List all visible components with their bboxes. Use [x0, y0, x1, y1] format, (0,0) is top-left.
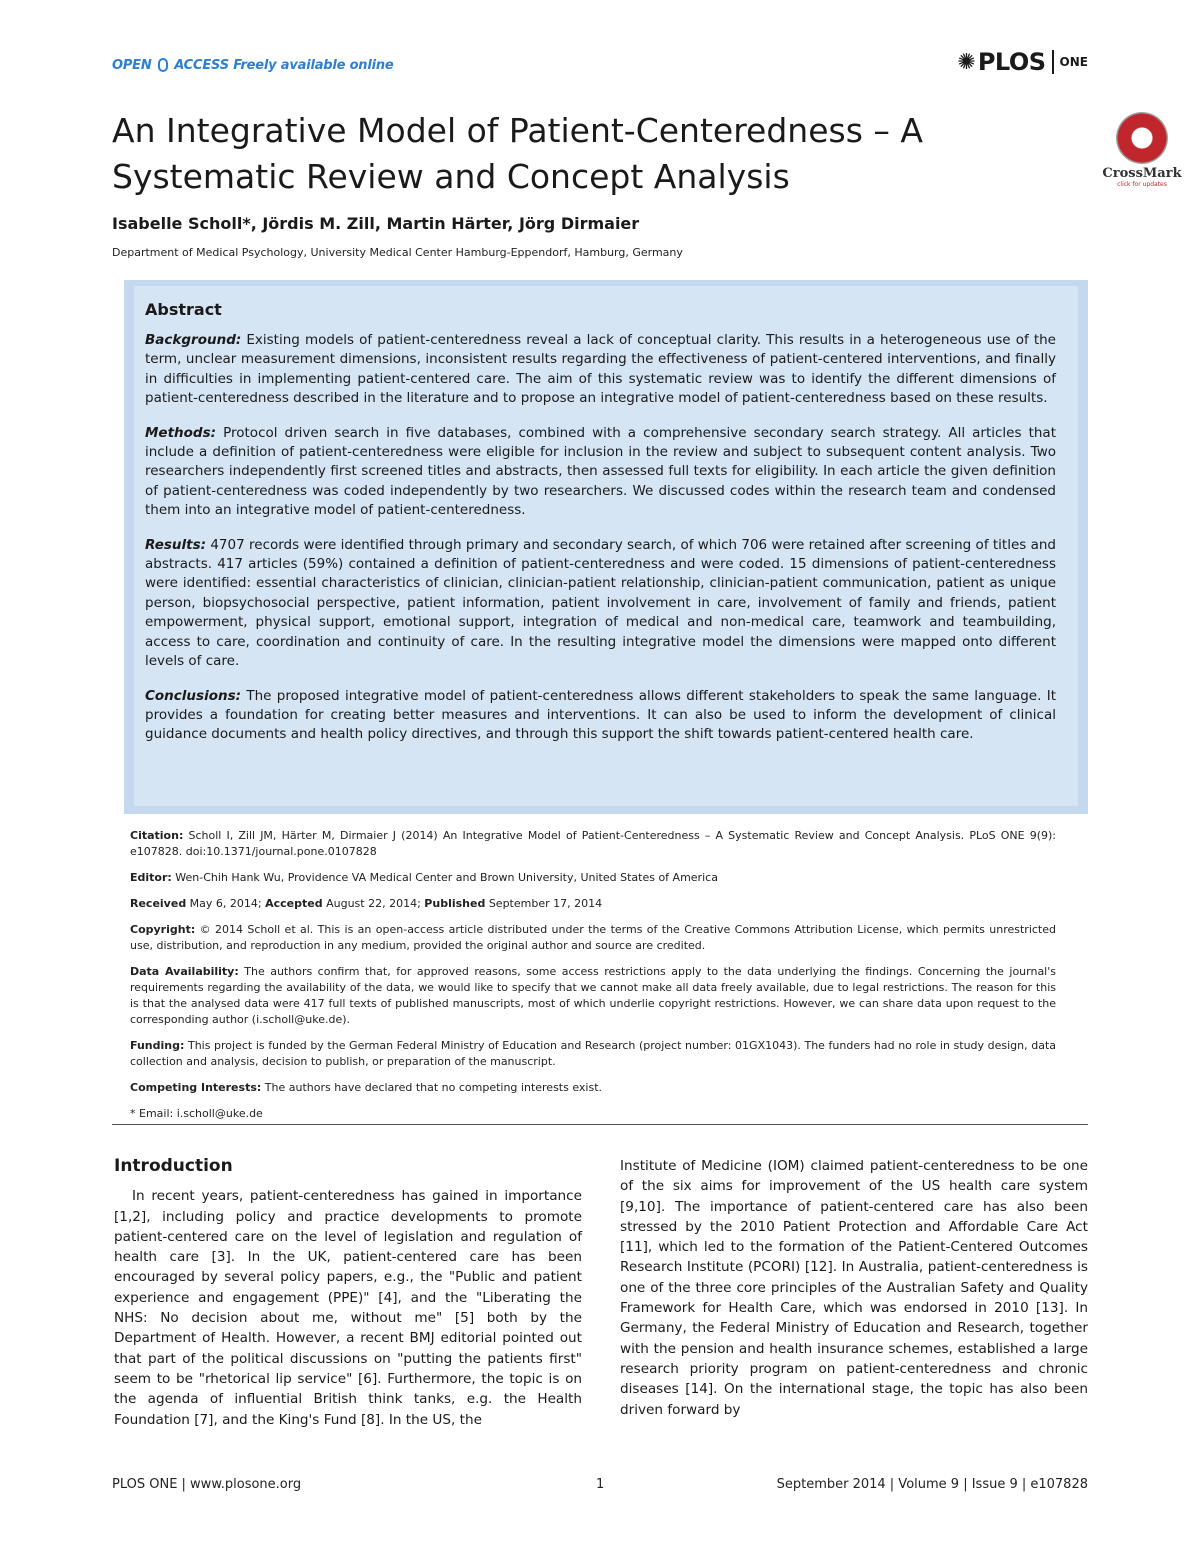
abstract-box — [124, 280, 1088, 814]
logo-divider — [1052, 50, 1054, 74]
accepted-text: August 22, 2014; — [322, 897, 425, 910]
plos-logo-word: PLOS — [977, 48, 1046, 76]
abstract-section-label: Conclusions: — [145, 687, 242, 704]
received-text: May 6, 2014; — [186, 897, 266, 910]
funding — [130, 1038, 1056, 1070]
affiliation: Department of Medical Psychology, University Medical Center Hamburg-Eppendorf, Hamburg, Germany — [112, 246, 683, 259]
footer-journal[interactable]: PLOS ONE | www.plosone.org — [112, 1477, 302, 1492]
abstract-results — [145, 536, 1056, 672]
data-availability-label: Data Availability: — [130, 965, 239, 978]
body-paragraph: In recent years, patient-centeredness has gained in importance [1,2], including policy and practice developments to promote patient-centered care on the level of legislation and regulation of health care [3]. In the UK, patient-centered care has been encouraged by several policy papers, e.g., the "Public and patient experience and engagement (PPE)" [4], and the "Liberating the NHS: No decision about me, without me" [5] both by the Department of Health. However, a recent BMJ editorial pointed out that part of the political discussions on "putting the patients first" seem to be "rhetorical lip service" [6]. Furthermore, the topic is on the agenda of influential British think tanks, e.g. the Health Foundation [7], and the King's Fund [8]. In the US, the — [114, 1188, 582, 1428]
crossmark-icon — [1116, 112, 1168, 164]
copyright — [130, 922, 1056, 954]
citation-text[interactable]: Scholl I, Zill JM, Härter M, Dirmaier J (2014) An Integrative Model of Patient-Centeredness – A Systematic Review and Concept Analysis. PLoS ONE 9(9): e107828. doi:10.1371/journal.pone.0107828 — [130, 829, 1056, 858]
abstract-section-text: 4707 records were identified through primary and secondary search, of which 706 were retained after screening of titles and abstracts. 417 articles (59%) contained a definition of patient-centeredness and were coded. 15 dimensions of patient-centeredness were identified: essential characteristics of clinician, clinician-patient relationship, clinician-patient communication, patient as unique person, biopsychosocial perspective, patient information, patient involvement in care, involvement of family and friends, patient empowerment, physical support, emotional support, integration of medical and non-medical care, teamwork and teambuilding, access to care, coordination and continuity of care. In the resulting integrative model the dimensions were mapped onto different levels of care. — [145, 536, 1056, 670]
article-title: An Integrative Model of Patient-Centeredness – A Systematic Review and Concept Analysis — [112, 111, 923, 196]
plos-one-logo[interactable] — [957, 48, 1088, 76]
editor-label: Editor: — [130, 871, 172, 884]
data-availability-text: The authors confirm that, for approved reasons, some access restrictions apply to the data underlying the findings. Concerning the journal's requirements regarding the availability of the data, we would like to specify that we cannot make all data freely available, due to legal restrictions. The reason for this is that the analysed data were 417 full texts of published manuscripts, most of which underlie copyright restrictions. However, we can share data upon request to the corresponding author (i.scholl@uke.de). — [130, 965, 1056, 1026]
abstract-section-label: Background: — [145, 332, 242, 348]
abstract-section-text: Protocol driven search in five databases, combined with a comprehensive secondary search strategy. All articles that include a definition of patient-centeredness were eligible for inclusion in the review and subject to subsequent content analysis. Two researchers independently first screened titles and abstracts, then assessed full texts for eligibility. In each article the given definition of patient-centeredness was coded independently by two researchers. We discussed codes within the research team and condensed them into an integrative model of patient-centeredness. — [145, 424, 1056, 519]
crossmark-label: CrossMark — [1102, 166, 1182, 181]
page-number: 1 — [596, 1477, 605, 1492]
abstract-section-text: Existing models of patient-centeredness reveal a lack of conceptual clarity. This results in a heterogeneous use of the term, unclear measurement dimensions, inconsistent results regarding the effectiveness of patient-centered interventions, and finally in difficulties in implementing patient-centered care. The aim of this systematic review was to identify the different dimensions of patient-centeredness described in the literature and to propose an integrative model of patient-centeredness based on these results. — [145, 332, 1056, 407]
dates — [130, 896, 1056, 912]
abstract-methods — [145, 424, 1056, 521]
citation — [130, 828, 1056, 860]
abstract-background — [145, 331, 1056, 409]
editor — [130, 870, 1056, 886]
funding-text: This project is funded by the German Federal Ministry of Education and Research (project number: 01GX1043). The funders had no role in study design, data collection and analysis, decision to publish, or preparation of the manuscript. — [130, 1039, 1056, 1068]
page-footer — [112, 1477, 1088, 1497]
published-text: September 17, 2014 — [485, 897, 603, 910]
crossmark-sub-label: click for updates — [1117, 181, 1167, 188]
abstract-conclusions — [145, 687, 1056, 745]
citation-label: Citation: — [130, 829, 184, 842]
editor-text: Wen-Chih Hank Wu, Providence VA Medical Center and Brown University, United States of America — [171, 871, 718, 884]
introduction-heading: Introduction — [114, 1156, 233, 1176]
abstract-heading: Abstract — [145, 300, 222, 319]
article-metadata — [130, 828, 1056, 1132]
copyright-label: Copyright: — [130, 923, 196, 936]
body-column-right — [620, 1156, 1088, 1420]
section-divider — [112, 1124, 1088, 1125]
competing-interests-text: The authors have declared that no competing interests exist. — [261, 1081, 603, 1094]
oa-open-text: OPEN — [112, 58, 152, 73]
abstract-content — [134, 286, 1078, 806]
plos-logo-one: ONE — [1059, 55, 1088, 69]
open-lock-icon — [158, 58, 168, 72]
data-availability — [130, 964, 1056, 1028]
accepted-label: Accepted — [265, 897, 323, 910]
author-list: Isabelle Scholl*, Jördis M. Zill, Martin Härter, Jörg Dirmaier — [112, 214, 640, 233]
copyright-text: © 2014 Scholl et al. This is an open-access article distributed under the terms of the Creative Commons Attribution License, which permits unrestricted use, distribution, and reproduction in any medium, provided the original author and source are credited. — [130, 923, 1056, 952]
abstract-section-label: Methods: — [145, 424, 217, 441]
body-paragraph: Institute of Medicine (IOM) claimed patient-centeredness to be one of the six aims for improvement of the US health care system [9,10]. The importance of patient-centered care has also been stressed by the 2010 Patient Protection and Affordable Care Act [11], which led to the formation of the Patient-Centered Outcomes Research Institute (PCORI) [12]. In Australia, patient-centeredness is one of the three core principles of the Australian Safety and Quality Framework for Health Care, which was endorsed in 2010 [13]. In Germany, the Federal Ministry of Education and Research, together with the pension and health insurance schemes, established a large research priority program on patient-centeredness and chronic diseases [14]. On the international stage, the topic has also been driven forward by — [620, 1158, 1088, 1418]
footer-issue-info: September 2014 | Volume 9 | Issue 9 | e107828 — [776, 1477, 1088, 1492]
abstract-section-text: The proposed integrative model of patient-centeredness allows different stakeholders to speak the same language. It provides a foundation for creating better measures and interventions. It can also be used to inform the development of clinical guidance documents and health policy directives, and through this support the shift towards patient-centered health care. — [145, 687, 1056, 743]
body-column-left — [114, 1156, 582, 1430]
page-header — [112, 48, 1088, 84]
oa-freely-text: Freely available online — [233, 58, 394, 73]
plos-gear-icon: ✺ — [957, 49, 976, 75]
crossmark-badge[interactable] — [1100, 112, 1184, 188]
open-access-badge[interactable] — [112, 58, 394, 73]
oa-access-text: ACCESS — [174, 58, 229, 73]
competing-interests — [130, 1080, 1056, 1096]
abstract-section-label: Results: — [145, 536, 207, 553]
received-label: Received — [130, 897, 187, 910]
published-label: Published — [424, 897, 486, 910]
corresponding-email[interactable]: * Email: i.scholl@uke.de — [130, 1107, 263, 1120]
funding-label: Funding: — [130, 1039, 185, 1052]
competing-interests-label: Competing Interests: — [130, 1081, 262, 1094]
